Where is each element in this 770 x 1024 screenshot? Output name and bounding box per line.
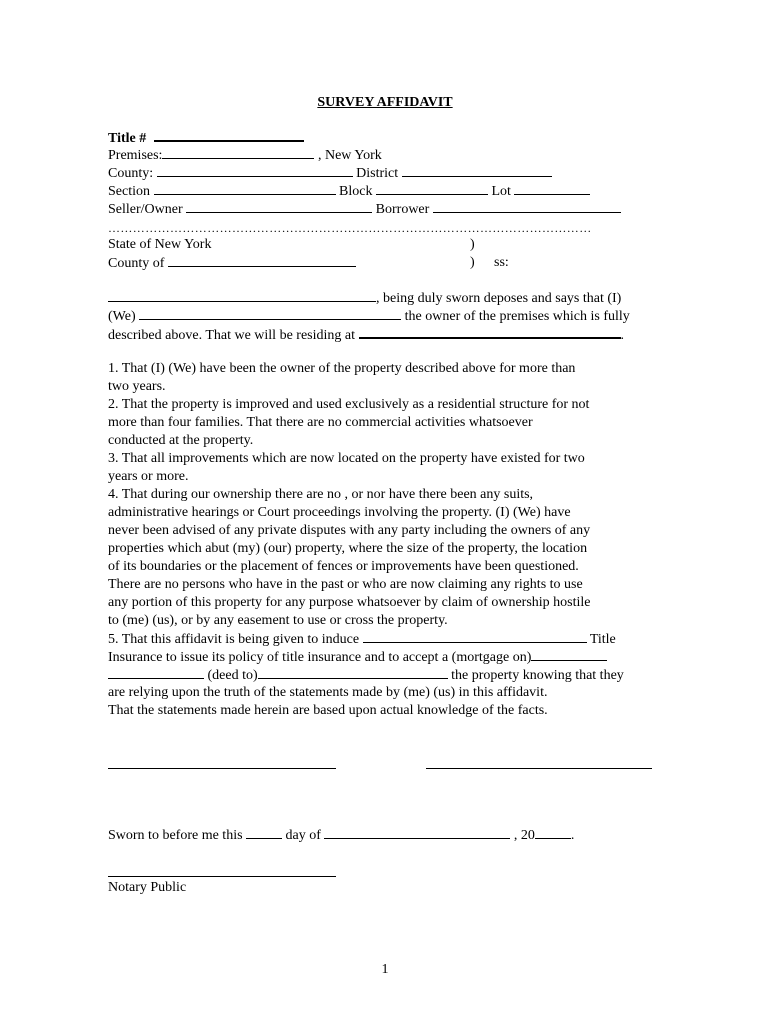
borrower-label: Borrower <box>375 202 430 217</box>
district-field[interactable] <box>402 164 552 177</box>
county-district-row <box>108 164 552 183</box>
county-of-row <box>108 254 356 273</box>
premises-label: Premises: <box>108 148 163 163</box>
p5-line-2 <box>108 648 607 667</box>
paragraph-line: any portion of this property for any purpose whatsoever by claim of ownership hostile <box>108 595 591 610</box>
deed-to-label: (deed to) <box>207 668 258 683</box>
title-number-field[interactable] <box>154 128 304 142</box>
sworn-line-3-text: described above. That we will be residing at <box>108 328 355 343</box>
sworn-before-label: Sworn to before me this <box>108 828 243 843</box>
dotted-divider: ……………………………………………………………………………………………………… <box>108 222 592 234</box>
paragraph-line: to (me) (us), or by any easement to use or cross the property. <box>108 613 448 628</box>
mortgage-on-field-2[interactable] <box>108 666 204 679</box>
ss-label: ss: <box>494 255 509 270</box>
bracket-2: ) <box>470 255 475 270</box>
seller-borrower-row <box>108 200 621 219</box>
premises-row <box>108 146 382 165</box>
signature-line-left[interactable] <box>108 768 336 769</box>
paragraph-line: two years. <box>108 379 166 394</box>
paragraph-line: 3. That all improvements which are now located on the property have existed for two <box>108 451 585 466</box>
block-label: Block <box>339 184 373 199</box>
p5-line-1-end: Title <box>589 632 616 647</box>
title-number-label: Title # <box>108 131 147 146</box>
paragraph-line: of its boundaries or the placement of fences or improvements have been questioned. <box>108 559 579 574</box>
paragraph-line: never been advised of any private disputes with any party including the owners of any <box>108 523 591 538</box>
paragraph-line: more than four families. That there are no commercial activities whatsoever <box>108 415 533 430</box>
title-number-row <box>108 128 304 148</box>
sworn-line-2 <box>108 307 630 326</box>
paragraph-line: conducted at the property. <box>108 433 254 448</box>
p5-line-5: That the statements made herein are based upon actual knowledge of the facts. <box>108 703 548 718</box>
notary-label: Notary Public <box>108 880 187 895</box>
mortgage-on-field[interactable] <box>531 648 607 661</box>
block-field[interactable] <box>376 182 488 195</box>
year-end: . <box>570 828 575 843</box>
lot-field[interactable] <box>514 182 590 195</box>
paragraph-line: 1. That (I) (We) have been the owner of the property described above for more than <box>108 361 576 376</box>
sworn-before-row <box>108 826 574 845</box>
paragraph-line: There are no persons who have in the past or who are now claiming any rights to use <box>108 577 583 592</box>
month-field[interactable] <box>324 826 510 839</box>
p5-line-3-end: the property knowing that they <box>451 668 624 683</box>
county-label: County: <box>108 166 154 181</box>
county-of-field[interactable] <box>168 254 356 267</box>
day-field[interactable] <box>246 826 282 839</box>
sworn-line-3 <box>108 325 624 345</box>
we-field[interactable] <box>139 307 401 320</box>
paragraph-line: 2. That the property is improved and used exclusively as a residential structure for not <box>108 397 590 412</box>
district-label: District <box>356 166 399 181</box>
sworn-line-1-text: , being duly sworn deposes and says that (I) <box>376 291 622 306</box>
signature-line-right[interactable] <box>426 768 652 769</box>
borrower-field[interactable] <box>433 200 621 213</box>
premises-suffix: , New York <box>317 148 382 163</box>
state-line: State of New York <box>108 237 212 252</box>
sworn-line-1 <box>108 289 621 308</box>
section-label: Section <box>108 184 150 199</box>
lot-label: Lot <box>491 184 511 199</box>
year-prefix: , 20 <box>513 828 535 843</box>
paragraph-line: administrative hearings or Court proceedings involving the property. (I) (We) have <box>108 505 571 520</box>
residence-field[interactable] <box>359 325 621 339</box>
p5-line-4: are relying upon the truth of the statements made by (me) (us) in this affidavit. <box>108 685 548 700</box>
year-field[interactable] <box>535 826 571 839</box>
notary-signature-line[interactable] <box>108 876 336 877</box>
county-of-label: County of <box>108 256 165 271</box>
deed-to-field[interactable] <box>258 666 448 679</box>
p5-line-3 <box>108 666 624 685</box>
paragraph-line: 4. That during our ownership there are no , or nor have there been any suits, <box>108 487 534 502</box>
seller-field[interactable] <box>186 200 372 213</box>
p5-line-1 <box>108 630 616 649</box>
section-field[interactable] <box>154 182 336 195</box>
paragraph-line: properties which abut (my) (our) property, where the size of the property, the location <box>108 541 588 556</box>
page-number: 1 <box>381 962 389 977</box>
document-title: SURVEY AFFIDAVIT <box>317 95 453 110</box>
p5-line-2-text: Insurance to issue its policy of title insurance and to accept a (mortgage on) <box>108 650 532 665</box>
sworn-line-3-end: . <box>620 328 624 343</box>
p5-line-1-text: 5. That this affidavit is being given to induce <box>108 632 360 647</box>
sworn-line-2-text: the owner of the premises which is fully <box>404 309 630 324</box>
title-company-field[interactable] <box>363 630 587 643</box>
deponent-name-field[interactable] <box>108 289 376 302</box>
we-label: (We) <box>108 309 136 324</box>
bracket-1: ) <box>470 237 475 252</box>
section-block-lot-row <box>108 182 590 201</box>
premises-field[interactable] <box>162 146 314 159</box>
paragraph-line: years or more. <box>108 469 189 484</box>
seller-label: Seller/Owner <box>108 202 183 217</box>
county-field[interactable] <box>157 164 353 177</box>
day-of-label: day of <box>285 828 321 843</box>
